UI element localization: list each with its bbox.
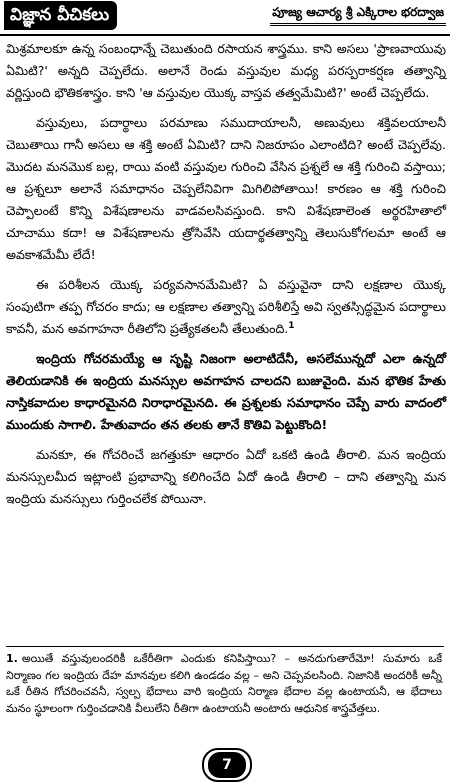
paragraph-1: మిశ్రమాలకూ ఉన్న సంబంధాన్నే చెబుతుంది రసాయన శాస్త్రము. కాని అసలు 'ప్రాణవాయువు ఏమిటి?' అన్నది చెప్పలేదు. అలానే రెండు వస్తువుల మధ్య పరస్పరాకర్షణ తత్వాన్ని వర్ణిస్తుంది భౌతికశాస్త్రం. కాని 'ఆ వస్తువుల యొక్క వాస్తవ తత్వమేమిటి?' అంటే చెప్పలేదు. (6, 41, 446, 100)
footnote-text: అయితే వస్తువులందరికీ ఒకేరీతిగా ఎందుకు కనిపిస్తాయి? – అనదుగుతారేమో! సుమారు ఒకే నిర్మాణం గల ఇంద్రియ దేహ మానవుల కలిగి ఉండడం వల్ల – అని చెప్పవలసింది. నిజానికి అందరికీ అన్నీ ఒకే రీతిన గోచరించవనీ, స్వల్ప భేదాలు వారి ఇంద్రియ నిర్మాణ భేదాల వల్ల ఉంటాయనీ, ఆ భేదాలు మనం స్థూలంగా గుర్తించడానికి వీలులేని రీతిగా ఉంటాయనీ అంటారు ఆధునిక శాస్త్రవేత్తలు. (6, 652, 442, 715)
page-number: 7 (208, 752, 246, 778)
page-header (0, 0, 450, 36)
book-title: విజ్ఞాన వీచికలు (4, 1, 117, 30)
paragraph-3-text: ఈ పరిశీలన యొక్క పర్యవసానమేమిటి? ఏ వస్తువైనా దాని లక్షణాల యొక్క సంపుటిగా తప్ప గోచరం కాదు; ఆ లక్షణాల తత్వాన్ని పరిశీలిస్తే అవి స్వతస్సిద్ధమైన పదార్థాలు కావనీ, మన అవగాహనా రీతిలోని ప్రత్యేకతలనీ తేలుతుంది. (6, 277, 446, 336)
paragraph-4: ఇంద్రియ గోచరమయ్యే ఆ సృష్టి నిజంగా అలాటిదేనీ, అసలేమున్నదో ఎలా ఉన్నదో తెలియడానికి ఈ ఇంద్రియ మనస్సుల అవగాహన చాలదని బుజువైంది. మన భౌతిక హేతు నాస్తికవాదుల కాధారమైనది నిరాధారమైనది. ఈ ప్రశ్నలకు సమాధానం చెప్పే వారు వాదంలో ముందుకు సాగాలి. హేతువాదం తన తలకు తానే కొతివి పెట్టుకొంది! (6, 351, 446, 432)
footnote (6, 651, 442, 717)
footnote-number: 1. (6, 652, 18, 665)
paragraph-2: వస్తువులు, పదార్థాలు పరమాణు సముదాయాలనీ, అణువులు శక్తివలయాలనీ చెబుతాయి గానీ అసలు ఆ శక్తి అంటే ఏమిటి? దాని నిజరూపం ఎలాంటిది? అంటే చెప్పలేవు. మొదట మనమొక బల్ల, రాయి వంటి వస్తువుల గురించి వేసిన ప్రశ్నలే ఆ శక్తి గురించి వస్తాయి; ఆ ప్రశ్నలూ అలానే సమాధానం చెప్పలేనివిగా మిగిలిపోతాయి! కారణం ఆ శక్తి గురించి చెప్పాలంటే కొన్ని విశేషణాలను వాడవలసివస్తుంది. కాని విశేషణాలెంత అర్థరహితాలో చూచాము కదా! ఆ విశేషణాలను త్రోసివేసి యదార్థతత్వాన్ని తెలుసుకోగలమా అంటే ఆ అవకాశమేమీ లేదే! (6, 115, 446, 262)
footnote-divider (6, 646, 444, 647)
body-text (6, 38, 446, 518)
author-name: పూజ్య ఆచార్య శ్రీ ఎక్కిరాల భరద్వాజ (270, 3, 446, 26)
footnote-marker[interactable]: 1 (288, 320, 295, 331)
paragraph-5: మనకూ, ఈ గోచరించే జగత్తుకూ ఆధారం ఏదో ఒకటి ఉండి తీరాలి. మన ఇంద్రియ మనస్సులమీద ఇట్లాంటి ప్రభావాన్ని కలిగించేది ఏదో ఉండి తీరాలి – దాని తత్వాన్ని మన ఇంద్రియ మనస్సులు గుర్తించలేక పోయినా. (6, 447, 446, 506)
paragraph-3 (6, 274, 446, 340)
